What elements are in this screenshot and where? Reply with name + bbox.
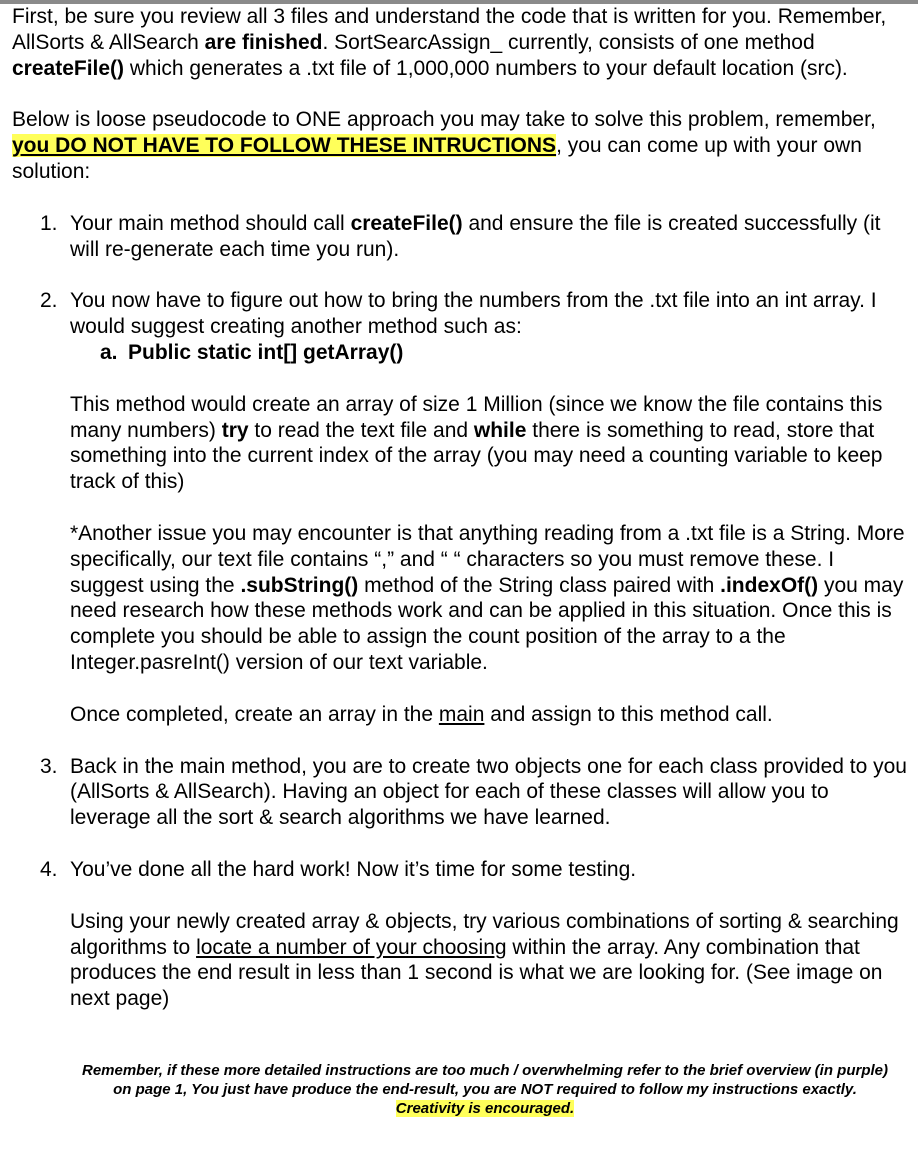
- step-2-paragraph-3: [12, 702, 912, 728]
- paragraph-text: *Another issue you may encounter is that anything reading from a .txt file is a String. More specifically, our text file contains “,” and “ “ characters so you must remove these. I suggest using the: [70, 521, 905, 597]
- step-text: Back in the main method, you are to create two objects one for each class provided to you (AllSorts & AllSearch). Having an object for each of these classes will allow you to leverage all the sort & search algorithms we have learned.: [70, 754, 907, 830]
- note-text: Remember, if these more detailed instructions are too much / overwhelming refer to the brief overview (in purple) on page 1, You just have produce the end-result, you are NOT required to follow my instructions exactly.: [81, 1062, 888, 1098]
- paragraph-text: to read the text file and: [248, 418, 474, 442]
- paragraph-text: you may need research how these methods work and can be applied in this situation. Once this is complete you should be able to assign the count position of the array to a the Integer.pasreInt() version of our text variable.: [70, 573, 904, 674]
- keyword-while: while: [473, 418, 527, 442]
- step-2-paragraph-2: [12, 521, 912, 676]
- step-4: [12, 857, 912, 883]
- paragraph-text: Using your newly created array & objects, try various combinations of sorting & searching algorithms to: [70, 909, 899, 959]
- intro-paragraph: [12, 4, 912, 81]
- step-method: createFile(): [350, 211, 463, 235]
- document-page: [12, 4, 912, 1012]
- lead-text: , you can come up with your own solution:: [12, 134, 862, 183]
- paragraph-text: This method would create an array of size 1 Million (since we know the file contains this many numbers): [70, 392, 883, 442]
- method-signature: Public static int[] getArray(): [128, 340, 404, 364]
- intro-text: . SortSearcAssign_ currently, consists of one method: [322, 30, 815, 54]
- step-2a: [12, 340, 912, 366]
- intro-text: which generates a .txt file of 1,000,000 numbers to your default location (src).: [124, 56, 848, 80]
- step-number: 3.: [40, 754, 58, 778]
- note-highlight: Creativity is encouraged.: [395, 1100, 575, 1117]
- keyword-try: try: [221, 418, 249, 442]
- intro-bold: are finished: [204, 30, 323, 54]
- step-number: 2.: [40, 289, 58, 313]
- lead-paragraph: [12, 107, 912, 184]
- step-1: [12, 211, 912, 263]
- step-4-paragraph: [12, 909, 912, 1012]
- step-number: 1.: [40, 211, 58, 235]
- method-indexof: .indexOf(): [720, 573, 819, 597]
- paragraph-text: and assign to this method call.: [484, 702, 773, 726]
- step-text: You now have to figure out how to bring the numbers from the .txt file into an int array. I would suggest creating another method such as:: [70, 289, 877, 339]
- step-text: You’ve done all the hard work! Now it’s time for some testing.: [70, 857, 637, 881]
- step-text: and ensure the file is created successfully (it will re-generate each time you run).: [70, 211, 881, 261]
- closing-note: [80, 1061, 890, 1118]
- step-2-paragraph-1: [12, 392, 912, 495]
- lead-highlight: you DO NOT HAVE TO FOLLOW THESE INTRUCTIONS: [12, 134, 557, 158]
- substep-letter: a.: [100, 340, 118, 364]
- paragraph-text: method of the String class paired with: [358, 573, 721, 597]
- paragraph-text: within the array. Any combination that produces the end result in less than 1 second is what we are looking for. (See image on next page): [70, 935, 883, 1011]
- paragraph-text: Once completed, create an array in the: [70, 702, 439, 726]
- underlined-phrase: locate a number of your choosing: [196, 935, 507, 959]
- step-3: [12, 754, 912, 831]
- lead-text: Below is loose pseudocode to ONE approach you may take to solve this problem, remember,: [12, 108, 876, 132]
- step-2: [12, 288, 912, 340]
- method-substring: .subString(): [240, 573, 359, 597]
- intro-text: First, be sure you review all 3 files and understand the code that is written for you. Remember, AllSorts & AllSearch: [12, 5, 887, 54]
- paragraph-text: there is something to read, store that something into the current index of the array (you may need a counting variable to keep track of this): [70, 418, 883, 494]
- main-underlined: main: [438, 702, 485, 726]
- intro-method: createFile(): [12, 56, 125, 80]
- step-number: 4.: [40, 857, 58, 881]
- step-text: Your main method should call: [70, 211, 351, 235]
